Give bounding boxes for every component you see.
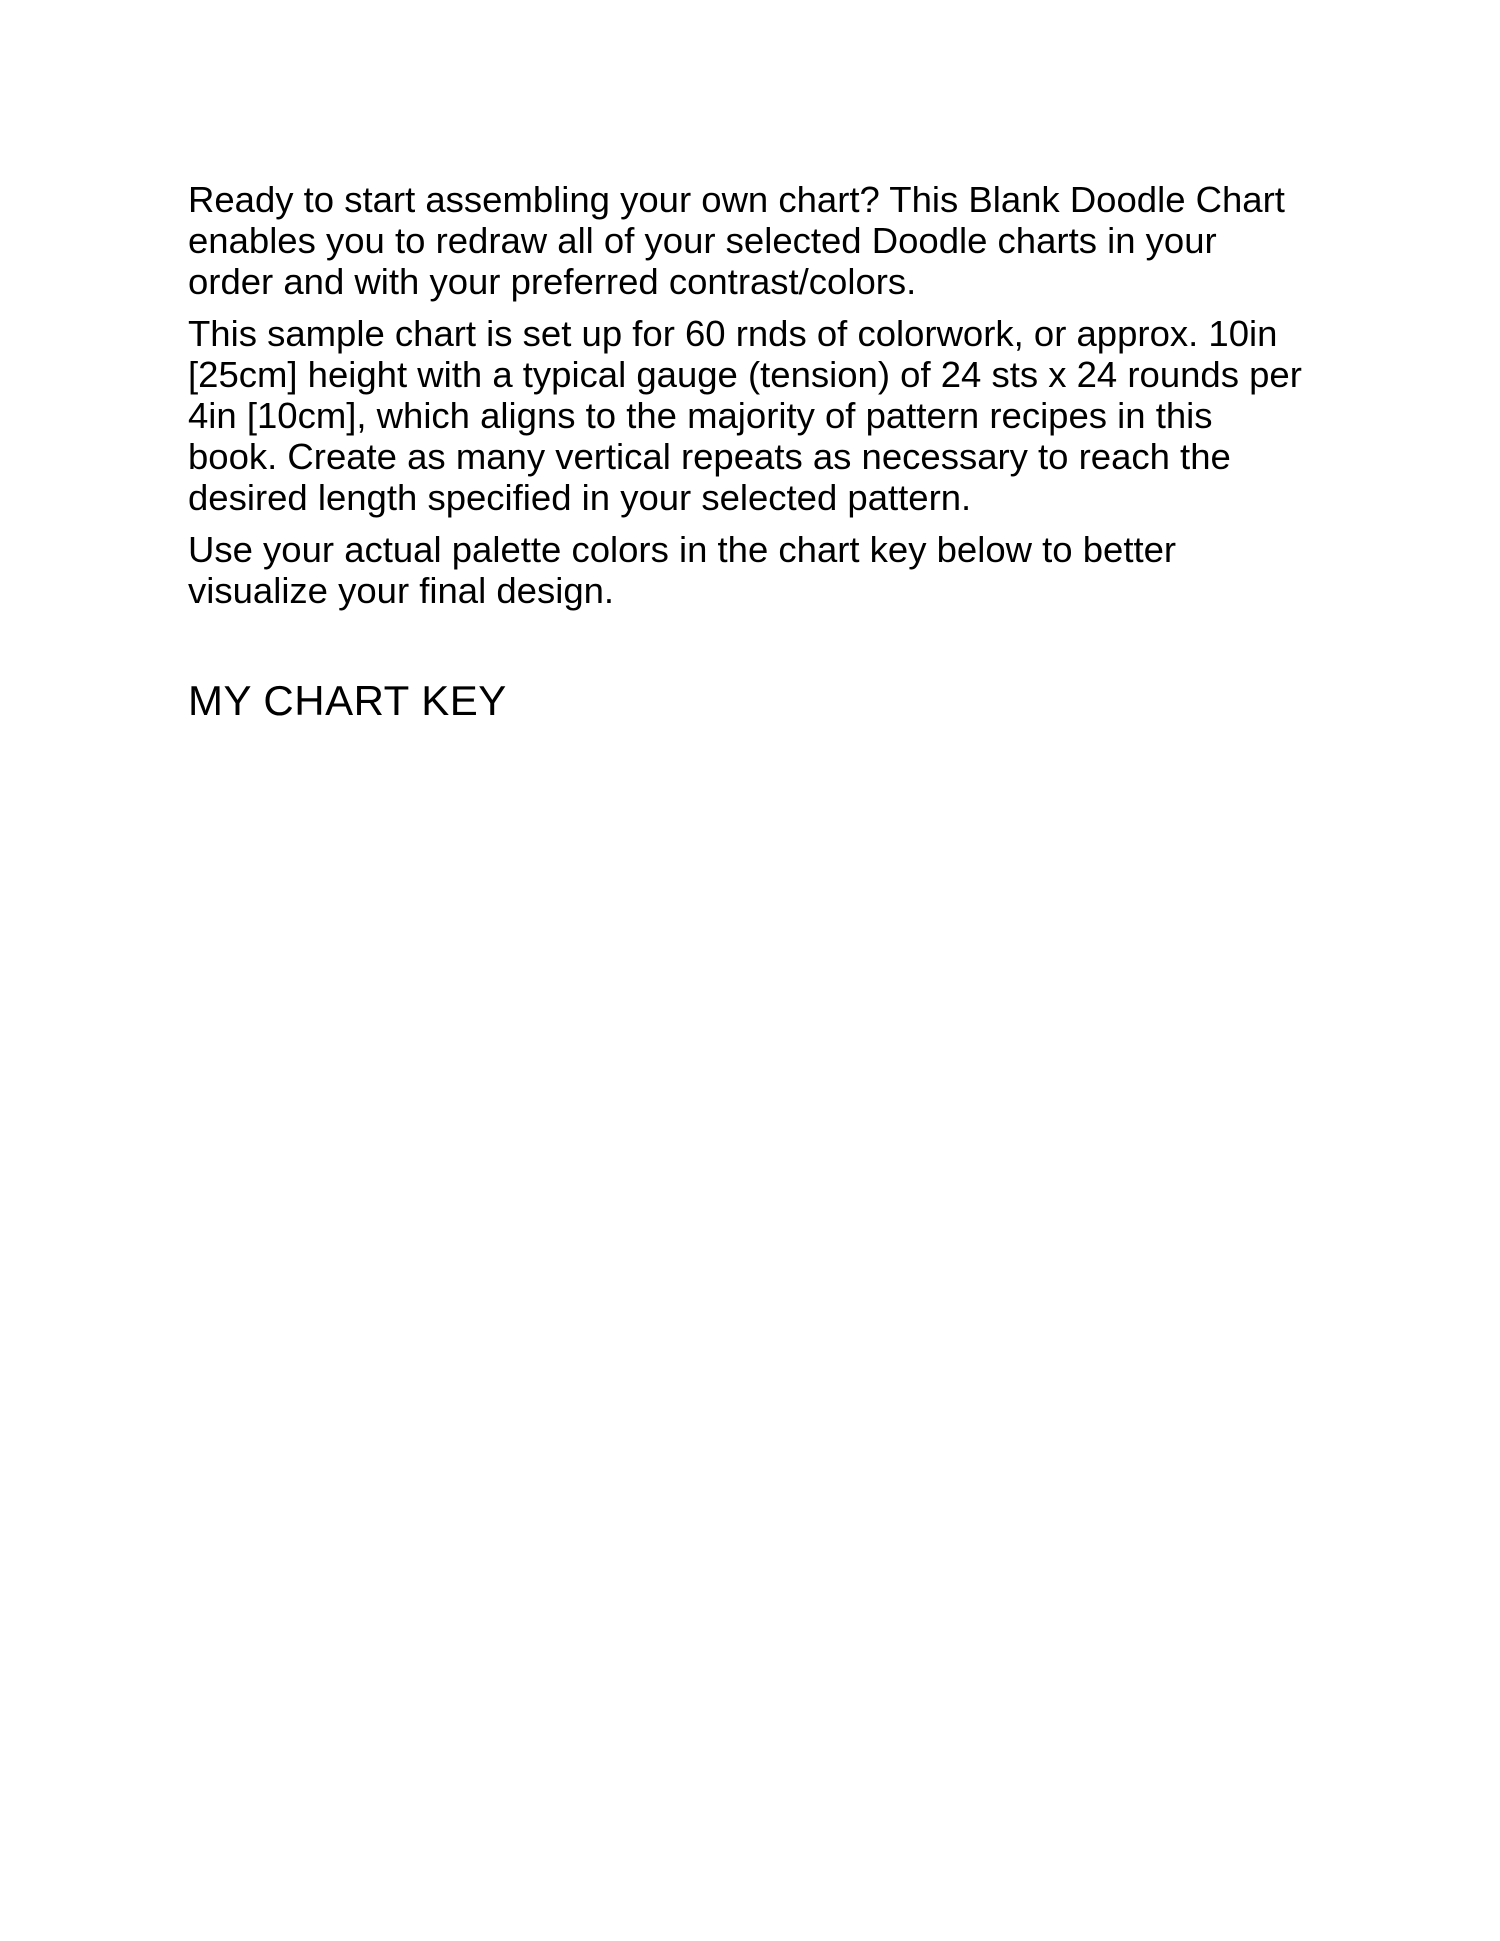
text-line: order and with your preferred contrast/colors. [188,261,917,302]
text-line: Use your actual palette colors in the chart key below to better [188,529,1177,570]
text-line: desired length specified in your selected pattern. [188,477,972,518]
text-line: visualize your final design. [188,570,615,611]
paragraph-sample-chart [188,313,1318,518]
paragraph-intro [188,179,1318,302]
paragraph-palette [188,529,1318,611]
body-text [188,179,1318,622]
text-line: [25cm] height with a typical gauge (tension) of 24 sts x 24 rounds per [188,354,1302,395]
text-line: 4in [10cm], which aligns to the majority of pattern recipes in this [188,395,1213,436]
text-line: This sample chart is set up for 60 rnds of colorwork, or approx. 10in [188,313,1278,354]
text-line: enables you to redraw all of your selected Doodle charts in your [188,220,1217,261]
text-line: book. Create as many vertical repeats as necessary to reach the [188,436,1231,477]
chart-key-heading: MY CHART KEY [188,677,507,724]
text-line: Ready to start assembling your own chart? This Blank Doodle Chart [188,179,1285,220]
